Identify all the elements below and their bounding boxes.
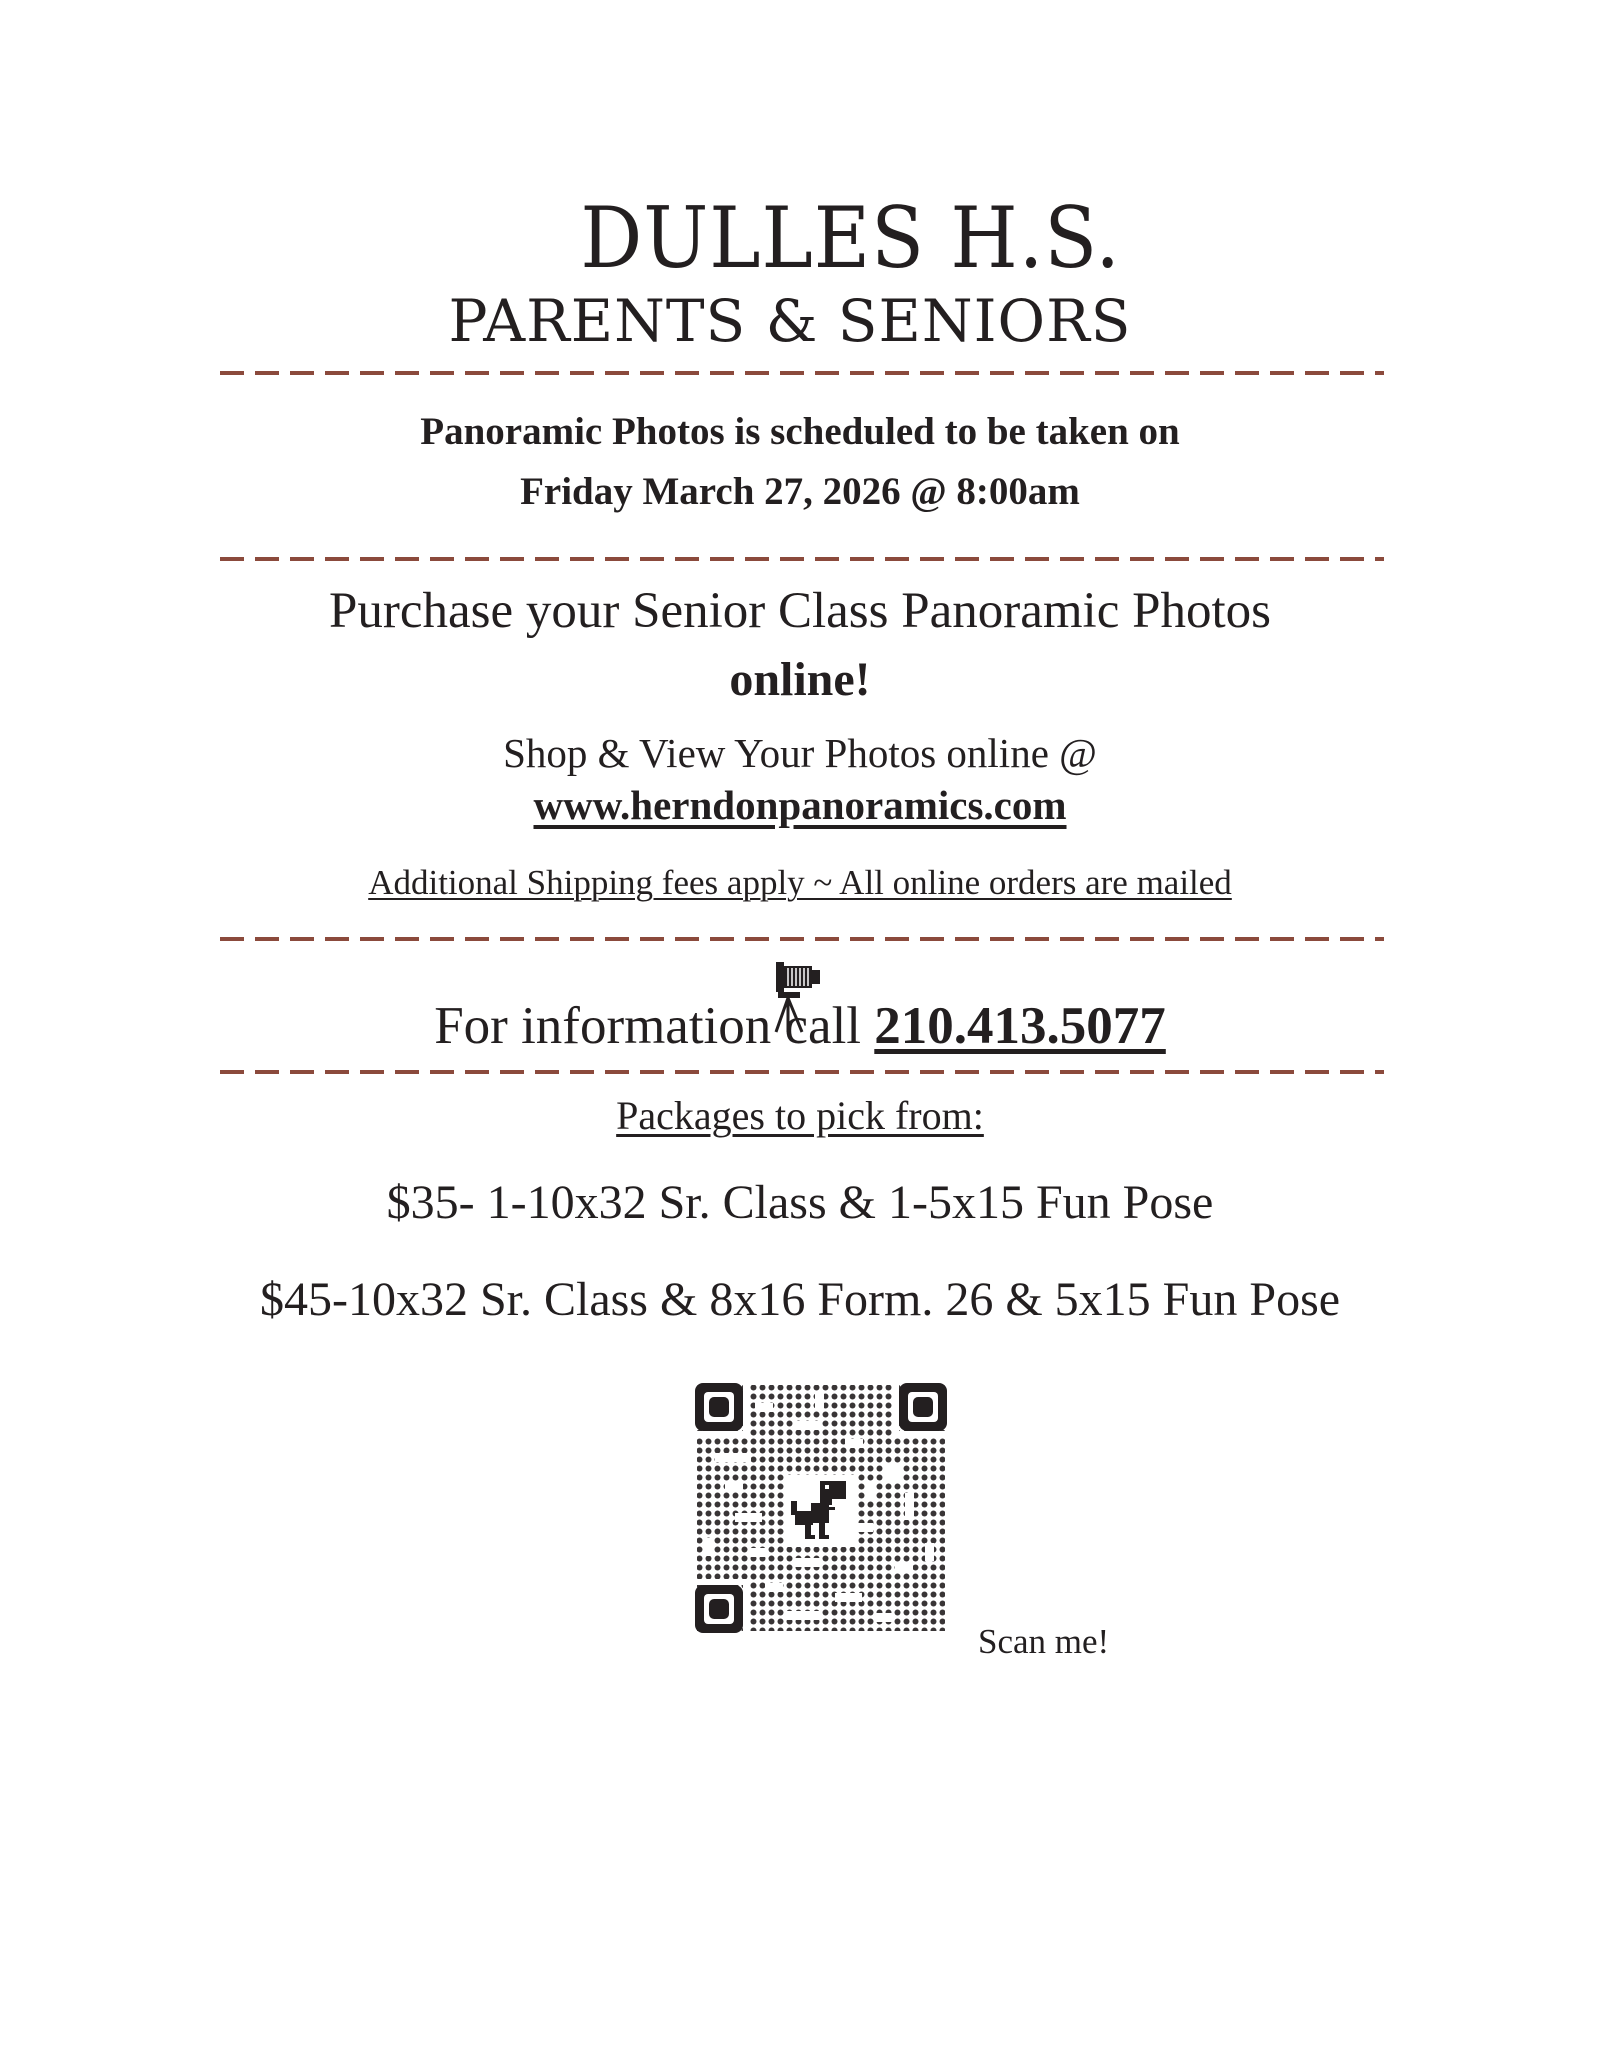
website-line (0, 782, 1600, 828)
package-option-2: $45-10x32 Sr. Class & 8x16 Form. 26 & 5x15 Fun Pose (259, 1273, 1341, 1326)
shop-view-line: Shop & View Your Photos online @ (503, 730, 1097, 776)
schedule-date: Friday March 27, 2026 @ 8:00am (520, 470, 1080, 513)
package-option-1: $35- 1-10x32 Sr. Class & 1-5x15 Fun Pose (386, 1176, 1214, 1229)
phone-number-link[interactable]: 210.413.5077 (874, 997, 1166, 1055)
shipping-note-line (0, 863, 1600, 903)
dashed-divider (220, 937, 1384, 941)
packages-heading-line (0, 1093, 1600, 1139)
qr-code-icon[interactable] (695, 1383, 947, 1633)
contact-label: For information call (434, 997, 862, 1055)
audience-subtitle: PARENTS & SENIORS (448, 287, 1132, 355)
schedule-line-1: Panoramic Photos is scheduled to be taken on (420, 410, 1180, 453)
shipping-note: Additional Shipping fees apply ~ All online orders are mailed (368, 863, 1232, 902)
website-link[interactable]: www.herndonpanoramics.com (533, 782, 1067, 828)
contact-line (0, 996, 1600, 1056)
dashed-divider (220, 371, 1384, 375)
purchase-online-emphasis: online! (729, 653, 871, 706)
dashed-divider (220, 1070, 1384, 1074)
packages-heading: Packages to pick from: (616, 1093, 984, 1138)
qr-caption: Scan me! (978, 1622, 1110, 1661)
dashed-divider (220, 557, 1384, 561)
school-title: DULLES H.S. (580, 189, 1121, 287)
purchase-heading: Purchase your Senior Class Panoramic Photos (329, 583, 1271, 639)
